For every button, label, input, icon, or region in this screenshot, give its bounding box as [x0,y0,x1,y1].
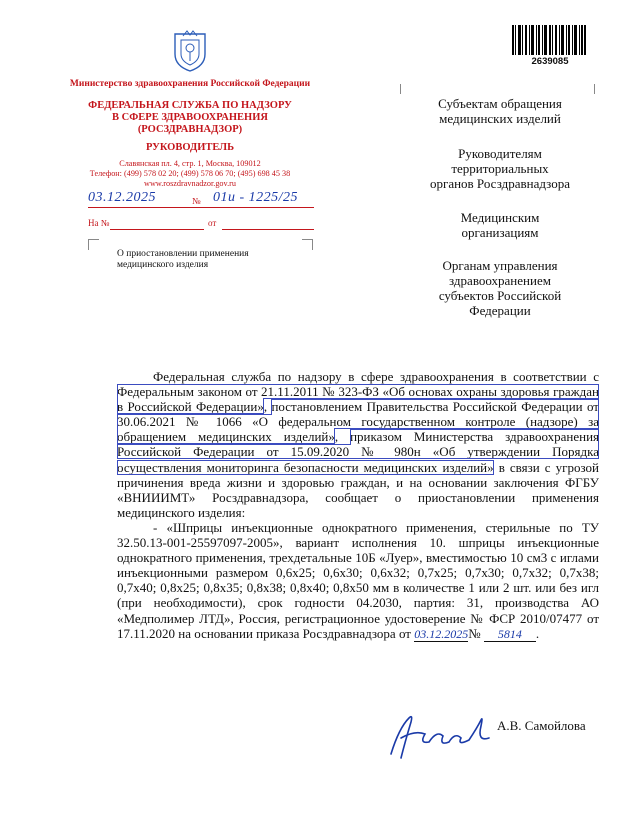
addressee-4-line-4: Федерации [469,303,531,318]
subject-line-1: О приостановлении применения [117,249,249,259]
ministry-order-link[interactable]: приказом Министерства здравоохранения Российской Федерации от 15.09.2020 № 980н «Об утверждении Порядка осуществления мониторинга безопасности медицинских изделий» [117,429,600,475]
contacts-block [66,159,314,189]
paragraph-2 [117,520,599,642]
website: www.roszdravnadzor.gov.ru [144,179,236,188]
addressee-3-line-1: Медицинским [460,210,540,225]
reference-date-label: от [208,218,217,228]
subject-bracket-right [302,239,313,250]
addressee-1-line-2: медицинских изделий [439,111,561,126]
subject-line-2: медицинского изделия [117,260,209,270]
addressee-2-line-3: органов Росздравнадзора [429,176,571,191]
paragraph-1-start: Федеральная служба по надзору в сфере здравоохранения в соответствии с [153,369,599,384]
signer-name: А.В. Самойлова [497,718,586,733]
separator-2: , [334,429,339,445]
order-date: 03.12.2025 [414,626,469,641]
paragraph-2-text: - «Шприцы инъекционные однократного применения, стерильные по ТУ 32.50.13-001-25597097-2005», вариант исполнения 10. шприцы инъекционные однократного применения, трехдетальные 10Б «Луер», вместимостью 10 см3 с иглами инъекционными размером 0,6x25; 0,6x30; 0,6x32; 0,7x25; 0,7x30; 0,7x32; 0,7x38; 0,7x40; 0,8x25; 0,8x35; 0,8x38; 0,8x40; 0,8x50 мм в количестве 1 или 2 шт. или без игл (при необходимости), срок годности 04.2030, партия: 31, производства АО «Медполимер ЛТД», Россия, регистрационное удостоверение № ФСР 2010/07477 от 17.11.2020 на основании приказа Росздравнадзора от [117,519,599,641]
addressee-2-line-2: территориальных [451,161,549,176]
addressee-3 [405,210,595,240]
subject-bracket-left [88,239,99,250]
order-end: . [535,625,540,641]
addressee-1 [405,96,595,126]
addressee-4 [405,258,595,318]
handwritten-signature [385,708,495,764]
coat-of-arms-emblem [171,28,209,72]
letter-body [117,369,599,642]
government-decree-link[interactable]: постановлением Правительства Российской Федерации от 30.06.2021 № 1066 «О федеральном государственном контроле (надзоре) за обращением медицинских изделий» [117,399,599,445]
registration-no-label: № [192,196,201,206]
reference-number-line [110,229,204,230]
service-line-3: (РОСЗДРАВНАДЗОР) [137,124,243,135]
registration-date: 03.12.2025 [88,190,156,205]
barcode-number: 2639085 [531,56,569,67]
addressee-1-line-1: Субъектам обращения [438,96,562,111]
service-line-1: ФЕДЕРАЛЬНАЯ СЛУЖБА ПО НАДЗОРУ [88,100,292,111]
order-number: 5814 [484,627,536,642]
addressee-bracket-right [594,84,595,94]
barcode [512,25,586,55]
addressee-4-line-2: здравоохранением [449,273,551,288]
phones: Телефон: (499) 578 02 20; (499) 578 06 70; (495) 698 45 38 [89,169,291,178]
addressee-bracket-left [400,84,401,94]
addressee-2 [405,146,595,191]
head-title: РУКОВОДИТЕЛЬ [145,142,235,153]
ministry-name: Министерство здравоохранения Российской Федерации [69,79,311,89]
reference-number-label: На № [88,218,110,228]
registration-number: 01и - 1225/25 [213,190,299,205]
registration-underline [88,207,314,208]
service-name [66,100,314,136]
address: Славянская пл. 4, стр. 1, Москва, 109012 [119,159,261,168]
law-reference-link[interactable]: Федеральным законом от 21.11.2011 № 323-ФЗ «Об основах охраны здоровья граждан в Российской Федерации» [117,384,599,415]
separator-1: , [263,399,268,415]
addressee-3-line-2: организациям [461,225,539,240]
addressee-2-line-1: Руководителям [458,146,542,161]
order-no-label: № [468,625,481,641]
addressee-4-line-3: субъектов Российской [438,288,562,303]
addressee-4-line-1: Органам управления [442,258,558,273]
service-line-2: В СФЕРЕ ЗДРАВООХРАНЕНИЯ [112,112,268,123]
paragraph-1 [117,369,599,520]
paragraph-1-end: в связи с угрозой причинения вреда жизни и здоровью граждан, и на основании заключения ФГБУ «ВНИИИМТ» Росздравнадзора, сообщает о приостановлении применения медицинского изделия: [117,459,599,520]
reference-date-line [222,229,314,230]
subject [117,249,249,271]
